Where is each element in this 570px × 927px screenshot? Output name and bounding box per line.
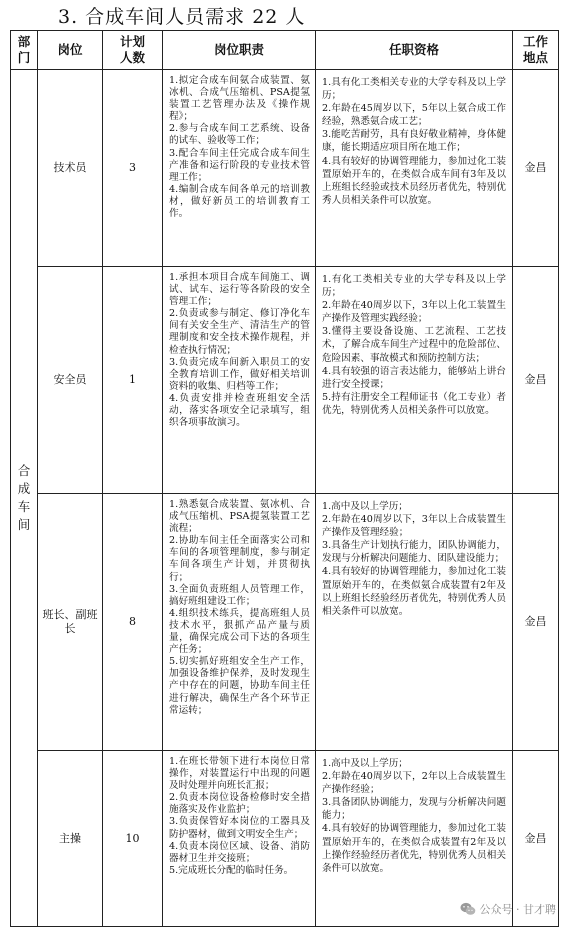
requirement-item: 3.具备生产计划执行能力，团队协调能力，发现与分析解决问题能力、团队建设能力； bbox=[322, 540, 506, 565]
requirement-item: 5.持有注册安全工程师证书（化工专业）者优先，特别优秀人员相关条件可以放宽。 bbox=[322, 391, 506, 416]
duty-item: 4.编制合成车间各单元的培训教材，做好新员工的培训教育工作。 bbox=[169, 183, 310, 220]
header-location: 工作地点 bbox=[513, 31, 559, 70]
watermark-text: 公众号 · 甘才聘 bbox=[479, 903, 556, 916]
requirement-item: 1.高中及以上学历； bbox=[322, 758, 408, 769]
duty-item: 1.在班长带领下进行本岗位日常操作，对装置运行中出现的问题及时处理并向班长汇报； bbox=[169, 756, 310, 792]
table-row bbox=[11, 70, 559, 267]
requirement-item: 1.具有化工类相关专业的大学专科及以上学历； bbox=[322, 77, 506, 102]
requirement-item: 2.年龄在40周岁以下，3年以上合成装置生产操作及管理经验； bbox=[322, 514, 506, 539]
department-cell bbox=[11, 70, 38, 927]
header-dept: 部门 bbox=[11, 31, 38, 70]
duty-item: 1.熟悉氨合成装置、氨冰机、合成气压缩机、PSA提氢装置工艺流程； bbox=[169, 499, 310, 535]
location-cell: 金昌 bbox=[513, 751, 559, 927]
duty-item: 2.协助车间主任全面落实公司和车间的各项管理制度，参与制定车间各项生产计划，并贯彻执行； bbox=[169, 535, 310, 583]
duties-cell bbox=[163, 267, 316, 494]
table-row bbox=[11, 494, 559, 751]
count-cell: 10 bbox=[103, 751, 163, 927]
position-cell: 技术员 bbox=[38, 70, 103, 267]
duty-item: 2.参与合成车间工艺系统、设备的试车、验收等工作； bbox=[169, 123, 310, 147]
requirement-item: 1.高中及以上学历； bbox=[322, 501, 408, 512]
duty-item: 5.切实抓好班组安全生产工作，加强设备维护保养，及时发现生产中存在的问题，协助车间主任进行解决，确保生产各个环节正常运转； bbox=[169, 656, 310, 716]
duty-item: 3.负责完成车间新入职员工的安全教育培训工作，做好相关培训资料的收集、归档等工作； bbox=[169, 356, 310, 392]
header-duties: 岗位职责 bbox=[163, 31, 316, 70]
duty-item: 5.完成班长分配的临时任务。 bbox=[169, 864, 294, 876]
table-row bbox=[11, 267, 559, 494]
header-position: 岗位 bbox=[38, 31, 103, 70]
location-cell: 金昌 bbox=[513, 70, 559, 267]
duties-cell bbox=[163, 70, 316, 267]
requirement-item: 2.年龄在40周岁以下，3年以上化工装置生产操作及管理实践经验； bbox=[322, 300, 506, 325]
header-count: 计划人数 bbox=[103, 31, 163, 70]
duties-cell bbox=[163, 751, 316, 927]
staffing-table bbox=[10, 30, 559, 927]
duty-item: 1.拟定合成车间氨合成装置、氨冰机、合成气压缩机、PSA提氢装置工艺管理办法及《操作规程》； bbox=[169, 75, 310, 123]
position-cell: 安全员 bbox=[38, 267, 103, 494]
department-name: 合成车间 bbox=[17, 463, 31, 532]
wechat-icon bbox=[460, 902, 476, 916]
requirements-cell bbox=[316, 267, 513, 494]
requirements-cell bbox=[316, 70, 513, 267]
requirement-item: 4.具有较好的协调管理能力，参加过化工装置原始开车的，在类似氨合成装置有2年及以上班组长经验经历者优先，特别优秀人员相关条件可以放宽。 bbox=[322, 566, 506, 617]
duty-item: 4.负责本岗位区域、设备、消防器材卫生并交接班； bbox=[169, 840, 310, 864]
section-title: 3. 合成车间人员需求 22 人 bbox=[58, 6, 306, 28]
position-cell: 班长、副班长 bbox=[38, 494, 103, 751]
count-cell: 3 bbox=[103, 70, 163, 267]
duty-item: 4.负责安排并检查班组安全活动，落实各项安全记录填写，组织各项事故演习。 bbox=[169, 392, 310, 429]
requirement-item: 3.懂得主要设备设施、工艺流程、工艺技术，了解合成车间生产过程中的危险部位、危险因素、事故模式和预防控制方法； bbox=[322, 326, 506, 364]
requirement-item: 1.有化工类相关专业的大学专科及以上学历； bbox=[322, 274, 506, 299]
requirement-item: 4.具有较好的协调管理能力，参加过化工装置原始开车的，在类似合成装置有2年及以上操作经验经历者优先，特别优秀人员相关条件可以放宽。 bbox=[322, 823, 506, 874]
duty-item: 2.负责或参与制定、修订净化车间有关安全生产、清洁生产的管理制度和安全技术操作规程，并检查执行情况； bbox=[169, 308, 310, 356]
duty-item: 4.组织技术练兵，提高班组人员技术水平，狠抓产品产量与质量，确保完成公司下达的各项生产任务； bbox=[169, 607, 310, 656]
duty-item: 3.负责保管好本岗位的工器具及防护器材，做到文明安全生产； bbox=[169, 816, 310, 840]
requirement-item: 3.具备团队协调能力，发现与分析解决问题能力； bbox=[322, 797, 506, 822]
requirement-item: 2.年龄在40周岁以下，2年以上合成装置生产操作经验； bbox=[322, 771, 506, 796]
count-cell: 1 bbox=[103, 267, 163, 494]
duty-item: 3.配合车间主任完成合成车间生产准备和运行阶段的专业技术管理工作； bbox=[169, 147, 310, 183]
duty-item: 2.负责本岗位设备检修时安全措施落实及作业监护； bbox=[169, 792, 310, 816]
watermark bbox=[460, 901, 557, 917]
requirement-item: 2.年龄在45周岁以下，5年以上氨合成工作经验，熟悉氨合成工艺； bbox=[322, 103, 506, 128]
count-cell: 8 bbox=[103, 494, 163, 751]
requirement-item: 4.具有较强的语言表达能力，能够站上讲台进行安全授课； bbox=[322, 365, 506, 390]
requirements-cell bbox=[316, 494, 513, 751]
table-header-row bbox=[11, 31, 559, 70]
duties-cell bbox=[163, 494, 316, 751]
duty-item: 1.承担本项目合成车间施工、调试、试车、运行等各阶段的安全管理工作； bbox=[169, 272, 310, 308]
requirement-item: 3.能吃苦耐劳，具有良好敬业精神，身体健康，能长期适应项目所在地工作； bbox=[322, 129, 506, 154]
header-requirements: 任职资格 bbox=[316, 31, 513, 70]
location-cell: 金昌 bbox=[513, 494, 559, 751]
requirement-item: 4.具有较好的协调管理能力，参加过化工装置原始开车的，在类似合成车间有3年及以上班组长经验或技术员经历者优先，特别优秀人员相关条件可以放宽。 bbox=[322, 155, 506, 206]
position-cell: 主操 bbox=[38, 751, 103, 927]
duty-item: 3.全面负责班组人员管理工作，搞好班组建设工作； bbox=[169, 583, 310, 607]
location-cell: 金昌 bbox=[513, 267, 559, 494]
